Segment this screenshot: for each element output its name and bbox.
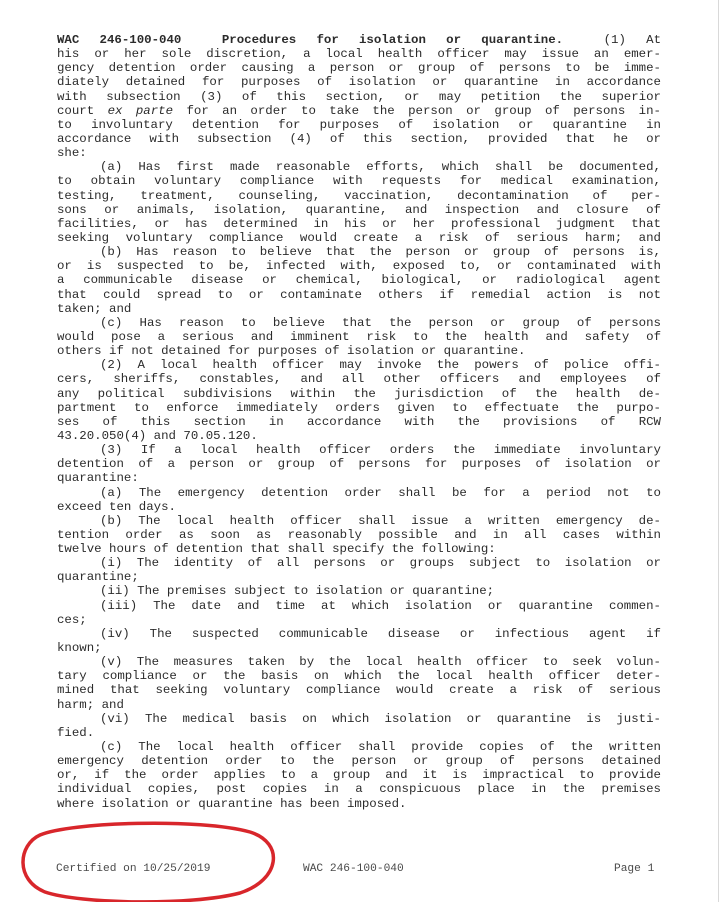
text-line: (3) If a local health officer orders the immediate involuntary xyxy=(100,443,661,458)
text-line: cers, sheriffs, constables, and all other officers and employees of xyxy=(57,372,661,387)
text-line: others if not detained for purposes of isolation or quarantine. xyxy=(57,344,526,359)
text-line: 43.20.050(4) and 70.05.120. xyxy=(57,428,258,443)
text-line: taken; and xyxy=(57,301,132,316)
text-line: his or her sole discretion, a local health officer may issue an emer- xyxy=(57,47,661,62)
text-line: (i) The identity of all persons or groups subject to isolation or xyxy=(100,556,661,571)
page-number: Page 1 xyxy=(614,863,655,875)
text-line: testing, treatment, counseling, vaccination, decontamination of per- xyxy=(57,188,661,203)
document-body xyxy=(57,33,661,811)
text-line: gency detention order causing a person or group of persons to be imme- xyxy=(57,61,661,76)
text-line: twelve hours of detention that shall specify the following: xyxy=(57,542,496,557)
text-line: partment to enforce immediately orders given to effectuate the purpo- xyxy=(57,400,661,415)
text-line: fied. xyxy=(57,725,95,740)
text-line: quarantine; xyxy=(57,570,139,585)
text-line: (iii) The date and time at which isolation or quarantine commen- xyxy=(100,598,661,613)
text-line: individual copies, post copies in a conspicuous place in the premises xyxy=(57,782,661,797)
text-line: (2) A local health officer may invoke the powers of police offi- xyxy=(100,358,661,373)
text-line: (b) The local health officer shall issue a written emergency de- xyxy=(100,513,661,528)
text-line: facilities, or has determined in his or her professional judgment that xyxy=(57,216,661,231)
text-line: quarantine: xyxy=(57,471,139,486)
text-line: known; xyxy=(57,641,102,656)
text-line: ces; xyxy=(57,612,87,627)
text-line: would pose a serious and imminent risk to the health and safety of xyxy=(57,329,661,344)
text-line: any political subdivisions within the jurisdiction of the health de- xyxy=(57,386,661,401)
text-line: seeking voluntary compliance would create a risk of serious harm; and xyxy=(57,230,661,245)
section-number: WAC 246-100-040 xyxy=(57,33,182,47)
text-line: (a) Has first made reasonable efforts, which shall be documented, xyxy=(100,160,661,175)
text-line: accordance with subsection (4) of this section, provided that he or xyxy=(57,131,661,146)
text-line: (c) Has reason to believe that the person or group of persons xyxy=(100,315,661,330)
ex-parte-term: ex parte xyxy=(107,103,174,118)
text-line: tary compliance or the basis on which the local health officer deter- xyxy=(57,669,661,684)
heading-line xyxy=(57,33,661,47)
text-line: (c) The local health officer shall provide copies of the written xyxy=(100,740,661,755)
text-line: mined that seeking voluntary compliance would create a risk of serious xyxy=(57,683,661,698)
text-line: with subsection (3) of this section, or may petition the superior xyxy=(57,89,661,104)
text-line: that could spread to or contaminate others if remedial action is not xyxy=(57,287,661,302)
text-line: emergency detention order to the person or group of persons detained xyxy=(57,754,661,769)
text-line: where isolation or quarantine has been imposed. xyxy=(57,796,407,811)
text-line: (b) Has reason to believe that the person or group of persons is, xyxy=(100,245,661,260)
text-line: diately detained for purposes of isolation or quarantine in accordance xyxy=(57,75,661,90)
text-line: (v) The measures taken by the local health officer to seek volun- xyxy=(100,655,661,670)
text-line: (a) The emergency detention order shall be for a period not to xyxy=(100,485,661,500)
text-line: (iv) The suspected communicable disease or infectious agent if xyxy=(100,626,661,641)
footer-section-number: WAC 246-100-040 xyxy=(303,863,404,875)
text-line: exceed ten days. xyxy=(57,499,176,514)
text-line: tention order as soon as reasonably possible and in all cases within xyxy=(57,527,661,542)
text-line: a communicable disease or chemical, biological, or radiological agent xyxy=(57,273,661,288)
text-line: or is suspected to be, infected with, exposed to, or contaminated with xyxy=(57,259,661,274)
text-line: harm; and xyxy=(57,697,124,712)
text-line: sons or animals, isolation, quarantine, and inspection and closure of xyxy=(57,202,661,217)
text-line: (vi) The medical basis on which isolation or quarantine is justi- xyxy=(100,711,661,726)
certified-date: Certified on 10/25/2019 xyxy=(56,863,211,875)
text-line: to obtain voluntary compliance with requests for medical examination, xyxy=(57,174,661,189)
section-title: Procedures for isolation or quarantine. xyxy=(221,33,564,47)
text-line: ses of this section in accordance with the provisions of RCW xyxy=(57,414,661,429)
text-line: (1) At xyxy=(603,33,661,47)
text-line: detention of a person or group of persons for purposes of isolation or xyxy=(57,457,661,472)
text-line-ex-parte: court ex parte for an order to take the person or group of persons in- xyxy=(57,103,661,118)
text-line: she: xyxy=(57,146,87,161)
text-line: or, if the order applies to a group and it is impractical to provide xyxy=(57,768,661,783)
text-line: (ii) The premises subject to isolation or quarantine; xyxy=(100,584,495,599)
text-line: to involuntary detention for purposes of isolation or quarantine in xyxy=(57,117,661,132)
